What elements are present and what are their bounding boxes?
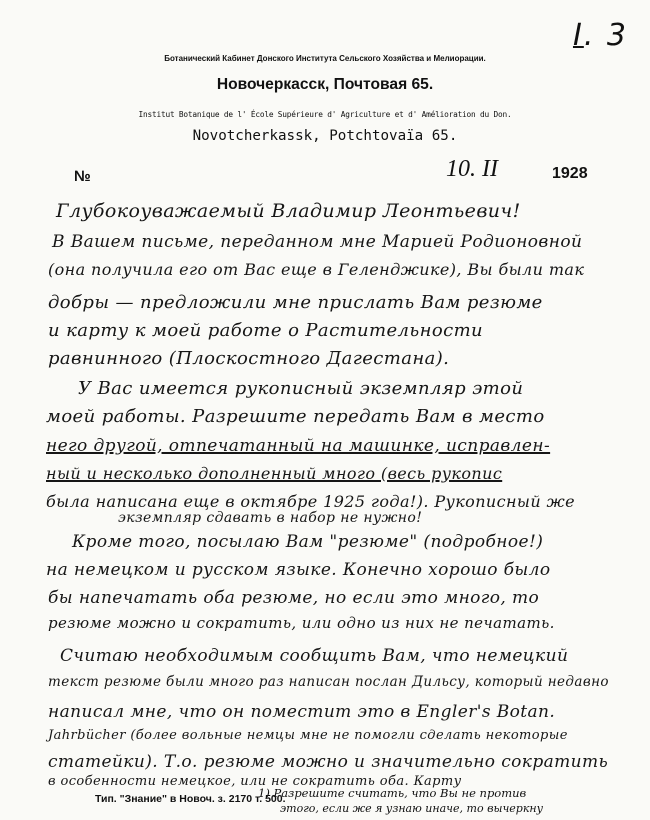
handwritten-line: ный и несколько дополненный много (весь рукопис bbox=[46, 464, 503, 483]
letterhead-fr-line2: Novotcherkassk, Potchtovaïa 65. bbox=[192, 128, 458, 144]
archive-mark-part2: . 3 bbox=[583, 18, 628, 53]
handwritten-line: Кроме того, посылаю Вам "резюме" (подробное!) bbox=[72, 532, 544, 552]
handwritten-line: резюме можно и сократить, или одно из них не печатать. bbox=[48, 614, 555, 632]
footnote-line1: 1) Разрешите считать, что Вы не против bbox=[258, 786, 527, 800]
handwritten-line: написал мне, что он поместит это в Engler's Botan. bbox=[48, 702, 556, 722]
handwritten-line: была написана еще в октябре 1925 года!). Рукописный же bbox=[46, 492, 575, 511]
handwritten-line: У Вас имеется рукописный экземпляр этой bbox=[78, 378, 524, 399]
letter-year: 1928 bbox=[552, 165, 588, 182]
handwritten-line: в особенности немецкое, или не сократить оба. Карту bbox=[48, 774, 462, 789]
handwritten-line: статейки). Т.о. резюме можно и значительно сократить bbox=[48, 752, 609, 772]
letterhead-ru-line2: Новочеркасск, Почтовая 65. bbox=[216, 76, 434, 93]
letterhead-fr-line1: Institut Botanique de l' École Supérieure d' Agriculture et d' Amélioration du Don. bbox=[138, 110, 512, 119]
handwritten-line: добры — предложили мне прислать Вам резюме bbox=[48, 292, 543, 313]
letterhead-ru-line1: Ботанический Кабинет Донского Института Сельского Хозяйства и Мелиорации. bbox=[164, 54, 486, 63]
printer-imprint: Тип. "Знание" в Новоч. з. 2170 т. 500. bbox=[95, 793, 286, 805]
handwritten-line: равнинного (Плоскостного Дагестана). bbox=[48, 348, 450, 369]
handwritten-line: Jahrbücher (более вольные немцы мне не помогли сделать некоторые bbox=[48, 728, 568, 743]
handwritten-line: моей работы. Разрешите передать Вам в место bbox=[46, 406, 545, 427]
handwritten-line: текст резюме были много раз написан послан Дильсу, который недавно bbox=[48, 674, 609, 690]
letter-date: 10. II bbox=[446, 156, 498, 182]
handwritten-line: бы напечатать оба резюме, но если это много, то bbox=[48, 588, 540, 608]
handwritten-line: Считаю необходимым сообщить Вам, что немецкий bbox=[60, 646, 569, 666]
handwritten-line: на немецком и русском языке. Конечно хорошо было bbox=[46, 560, 551, 580]
handwritten-line: экземпляр сдавать в набор не нужно! bbox=[118, 510, 423, 526]
handwritten-line: (она получила его от Вас еще в Геленджике), Вы были так bbox=[48, 260, 585, 279]
footnote-line2: этого, если же я узнаю иначе, то вычеркну bbox=[280, 802, 544, 815]
handwritten-line: Глубокоуважаемый Владимир Леонтьевич! bbox=[56, 200, 521, 222]
handwritten-line: него другой, отпечатанный на машинке, исправлен- bbox=[46, 436, 551, 456]
handwritten-line: и карту к моей работе о Растительности bbox=[48, 320, 484, 341]
number-label: № bbox=[74, 168, 91, 185]
archive-mark bbox=[573, 18, 628, 53]
archive-mark-part1: I bbox=[572, 18, 584, 53]
handwritten-line: В Вашем письме, переданном мне Марией Родионовной bbox=[52, 232, 583, 252]
